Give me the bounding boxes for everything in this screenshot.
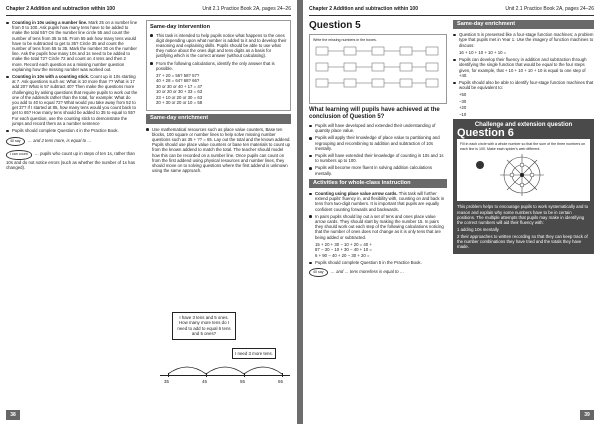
activity-item: Counting in 10s with a counting stick. Count up in 10s starting at 7. Ask questions such as: What is 10 more than 7? What is 17 add 20? What is 57 subtract 40? Then make the questions more challenging by asking questions that require pupils to work out the one of the addends rather than the total, for example: What do you add to 40 to equal 72? What would you take away from 52 to get 37? If I started at 85, how many tens would you count back to get to 65? How many tens should be added to 35 to equal to 55? For each question, use the counting stick to demonstrate the jumps and record them as a number sentence — [6, 74, 138, 126]
activity-item: Pupils should complete Question 5 in the Practice Book. — [309, 260, 447, 265]
speech-icon: 40 say — [309, 268, 328, 277]
intervention-title: Same-day intervention — [150, 24, 210, 30]
speech-bubble-answer: I need 3 more tens. — [232, 348, 276, 359]
header-rule — [309, 15, 594, 16]
calc-list: 37 + 20 = 56? 58? 57? 40 + 28 = 64? 68? 66? 30 or 30 or 40 + 17 = 47 10 or 20 or 30 + 33 = 63 23 + 10 or 20 or 30 = 63 20 + 30 or 20 or 10 = 58 — [156, 73, 203, 106]
challenge-text: This problem helps to encourage pupils to work systematically and to reason and explain why some numbers have to be in certain positions. The multiple attempts that pupils may make in identifying the correct numbers will aid their fluency with: — [457, 204, 589, 226]
enrichment-title: Same-day enrichment — [146, 114, 291, 123]
page-38 — [0, 0, 297, 424]
left-column — [309, 20, 447, 279]
page-number: 39 — [580, 410, 594, 420]
tick-label: 35 — [164, 379, 170, 384]
chapter-title: Chapter 2 Addition and subtraction within 100 — [6, 6, 115, 12]
learning-item: Pupils will have developed and extended their understanding of quantity place value. — [309, 123, 447, 133]
enrichment-title: Same-day enrichment — [453, 20, 594, 29]
activities-title: Activities for whole-class instruction — [309, 179, 447, 188]
function-list: +50 −30 +20 −10 — [459, 92, 467, 117]
jump-arcs — [160, 360, 290, 376]
tick-label: 65 — [278, 379, 284, 384]
unit-ref: Unit 2.1 Practice Book 2A, pages 24–26 — [505, 6, 594, 12]
spider-web-icon — [460, 151, 585, 197]
page-39 — [303, 0, 600, 424]
question-6-title: Question 6 — [457, 127, 514, 140]
page-header — [6, 4, 291, 14]
enrichment-item: Pupils should also be able to identify four-stage function machines that would be equivalent to: — [453, 80, 594, 90]
speech-prompt: 40 say … and … tens more/less is equal to … — [309, 268, 447, 277]
speech-prompt: I can count … pupils who count up in steps of ten 1s, rather than 10s and do not notice errors (such as whether the number of 1s has changed). — [6, 151, 135, 170]
speech-bubble-question: I have 3 tens and 5 ones. How many more tens do I need to add to equal 6 tens and 5 ones? — [172, 312, 236, 340]
figure-prompt: Fill in each circle with a whole number so that the sum of the three numbers on each line is 100. Make each spider's web different. — [460, 142, 586, 151]
activity-item: Counting in 10s using a number line. Mark 25 on a number line from 0 to 100. Ask pupils how many tens have to be added to make the total 55? On the number line circle 55 and count the number of tens from 35 to 55. From 55 ask how many tens would have to be subtracted to get to 35? Circle 35 and count the number of tens from 55 to 35. Mark the number 30 on the number line. Ask the pupils how many 10s and 1s need to be added to make the total 72? Circle 72 and count on 4 tens and then 2 more. Record each question as a missing number question explaining how the missing number was worked out. — [6, 20, 138, 72]
challenge-box — [453, 119, 594, 254]
speech-icon: I can count — [6, 150, 32, 159]
right-column — [453, 20, 594, 254]
practice-book-figure — [309, 34, 447, 104]
right-column — [146, 20, 291, 175]
challenge-title: Challenge and extension question — [474, 122, 573, 129]
intervention-box — [146, 20, 291, 111]
enrichment-calc: 16 + 10 + 10 + 10 + 10 = — [459, 49, 507, 55]
header-rule — [6, 15, 291, 16]
learning-title: What learning will pupils have achieved at the conclusion of Question 5? — [309, 107, 440, 120]
function-machine-rows — [314, 43, 442, 101]
question-5-title: Question 5 — [309, 20, 361, 31]
activity-item: Pupils should complete Question 4 in the Practice Book. — [6, 128, 138, 133]
enrichment-item: Pupils can develop their fluency in addition and subtraction through identifying the single function that would be equal to the four steps given, for example, that + 10 + 10 + 10 + 10 is equal to one step of +40. — [453, 57, 594, 78]
speech-icon: 40 say — [6, 137, 25, 146]
page-header — [309, 4, 594, 14]
left-column — [6, 20, 138, 172]
enrichment-item: Use mathematical resources such as place value counters, Base ten blocks, 100 square or number lines to help solve missing number questions such as 35 + ?? = 65. Lay out the total and the known addend. Pupils should use place value counters or base ten materials to count up from the known addend to match the total. The teacher should model how this can be recorded on a number line. Once pupils can count on from the first addend using physical resources and number lines, they should move on to solving questions where the first addend is unknown using the same approach. — [146, 127, 291, 174]
intervention-item: This task is intended to help pupils notice what happens to the ones digit depending upon what number is added to it and to develop their reasoning and explaining skills. Pupils should be able to use what they notice about the ones digit and tens digits as a basis for justifying which is the correct answer (without calculating). — [150, 33, 287, 59]
unit-ref: Unit 2.1 Practice Book 2A, pages 24–26 — [202, 6, 291, 12]
chapter-title: Chapter 2 Addition and subtraction within 100 — [309, 6, 418, 12]
intervention-item: From the following calculations, identify the only answer that is possible. — [150, 61, 287, 71]
learning-item: Pupils will have extended their knowledge of counting in 10s and 1s to numbers up to 100. — [309, 153, 447, 163]
calc-list: 15 + 20 + 30 − 10 + 20 = 40 + 87 − 30 − 10 + 30 − 40 + 10 = 6 + 90 − 40 + 20 − 30 + 20 = — [315, 241, 372, 258]
activity-item: Counting using place value arrow cards. This task will further extend pupils' fluency in, and flexibility with, counting on and back in tens from two-digit numbers. It is important that pupils are equally confident counting forwards and backwards. — [309, 191, 447, 212]
learning-item: Pupils will become more fluent in solving addition calculations mentally. — [309, 165, 447, 175]
page-number: 38 — [6, 410, 20, 420]
enrichment-item: Question 5 is presented like a four-stage function machines; a problem type that pupils met in Year 1. Use the imagery of function machines to discuss: — [453, 32, 594, 48]
tick-label: 55 — [240, 379, 246, 384]
tick-label: 45 — [202, 379, 208, 384]
speech-prompt: 40 say … and 2 tens more, is equal to … — [6, 137, 138, 146]
spider-web-figure — [457, 139, 590, 201]
activity-item: In pairs pupils should lay out a set of tens and ones place value arrow cards. They should start by making the number 15. In pairs they should work out each step of the following calculations noticing that the number of ones does not change as it is only tens that are being added or subtracted. — [309, 214, 447, 240]
figure-prompt: Write the missing numbers in the boxes. — [313, 38, 377, 42]
learning-item: Pupils will apply their knowledge of place value to partitioning and regrouping and recombining to addition and subtraction of 10s mentally. — [309, 135, 447, 151]
challenge-list: 1 adding 10s mentally 2 their approaches to written recording so that they can keep track of the number combinations they have tried and the totals they have made. — [457, 227, 588, 249]
